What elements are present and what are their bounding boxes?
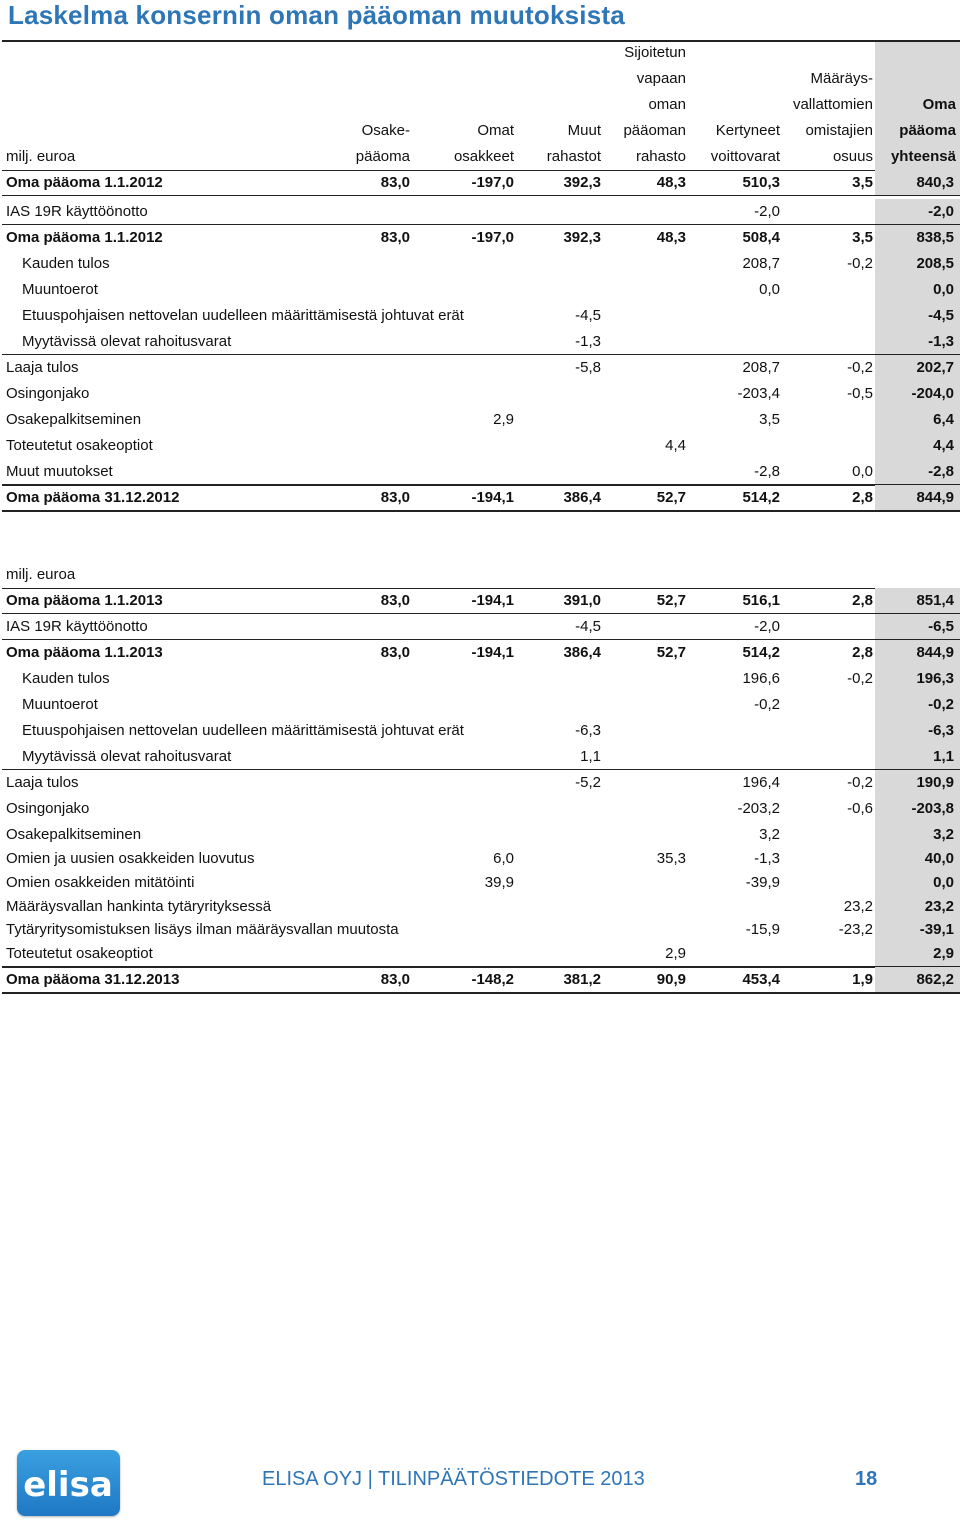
cell-col-2: 6,0 bbox=[493, 850, 514, 867]
footer-text: ELISA OYJ | TILINPÄÄTÖSTIEDOTE 2013 bbox=[262, 1468, 645, 1490]
row-label: Laaja tulos bbox=[6, 774, 79, 791]
cell-col-3: 391,0 bbox=[563, 592, 601, 609]
cell-col-4: 48,3 bbox=[656, 229, 686, 246]
unit-label-2013: milj. euroa bbox=[6, 566, 76, 583]
cell-col-5: 196,6 bbox=[742, 670, 780, 687]
cell-col-6: 3,5 bbox=[852, 229, 873, 246]
cell-col-5: 208,7 bbox=[742, 255, 780, 272]
column-header-2: Omat osakkeet bbox=[453, 122, 514, 165]
table-row bbox=[0, 614, 960, 640]
cell-col-7: 208,5 bbox=[875, 251, 960, 277]
table-row bbox=[0, 459, 960, 485]
row-label: Etuuspohjaisen nettovelan uudelleen määrittämisestä johtuvat erät bbox=[22, 722, 464, 739]
cell-col-7: 202,7 bbox=[875, 355, 960, 381]
row-label: Toteutetut osakeoptiot bbox=[6, 437, 153, 454]
cell-col-6: -0,6 bbox=[847, 800, 873, 817]
cell-col-2: 2,9 bbox=[493, 411, 514, 428]
row-label: Etuuspohjaisen nettovelan uudelleen määrittämisestä johtuvat erät bbox=[22, 307, 464, 324]
table-row bbox=[0, 407, 960, 433]
cell-col-7: 0,0 bbox=[875, 870, 960, 896]
cell-col-1: 83,0 bbox=[380, 971, 410, 988]
cell-col-6: -0,2 bbox=[847, 359, 873, 376]
cell-col-5: -39,9 bbox=[745, 874, 780, 891]
cell-col-5: 508,4 bbox=[742, 229, 780, 246]
cell-col-7: 23,2 bbox=[875, 894, 960, 920]
table-row bbox=[0, 277, 960, 303]
cell-col-3: -4,5 bbox=[575, 307, 601, 324]
table-row bbox=[0, 796, 960, 822]
row-label: Muut muutokset bbox=[6, 463, 113, 480]
cell-col-5: 514,2 bbox=[742, 644, 780, 661]
row-label: Toteutetut osakeoptiot bbox=[6, 945, 153, 962]
row-label: Kauden tulos bbox=[22, 255, 110, 272]
cell-col-7: 0,0 bbox=[875, 277, 960, 303]
cell-col-6: 23,2 bbox=[843, 898, 873, 915]
cell-col-2: -194,1 bbox=[471, 489, 514, 506]
cell-col-4: 52,7 bbox=[656, 489, 686, 506]
cell-col-1: 83,0 bbox=[380, 489, 410, 506]
table-row bbox=[0, 718, 960, 744]
svg-text:elisa: elisa bbox=[23, 1465, 113, 1505]
cell-col-1: 83,0 bbox=[380, 229, 410, 246]
cell-col-7: 838,5 bbox=[875, 225, 960, 251]
cell-col-5: 196,4 bbox=[742, 774, 780, 791]
table-row bbox=[0, 917, 960, 943]
cell-col-6: -0,2 bbox=[847, 670, 873, 687]
table-row bbox=[0, 846, 960, 872]
cell-col-4: 2,9 bbox=[665, 945, 686, 962]
row-label: Myytävissä olevat rahoitusvarat bbox=[22, 748, 232, 765]
cell-col-6: 2,8 bbox=[852, 489, 873, 506]
cell-col-4: 48,3 bbox=[656, 174, 686, 191]
cell-col-7: 3,2 bbox=[875, 822, 960, 848]
cell-col-6: -0,5 bbox=[847, 385, 873, 402]
cell-col-2: -197,0 bbox=[471, 174, 514, 191]
row-label: Oma pääoma 31.12.2012 bbox=[6, 489, 180, 506]
unit-label: milj. euroa bbox=[6, 148, 76, 165]
table-row bbox=[0, 303, 960, 329]
cell-col-4: 90,9 bbox=[656, 971, 686, 988]
cell-col-2: -197,0 bbox=[471, 229, 514, 246]
cell-col-5: 453,4 bbox=[742, 971, 780, 988]
table-row bbox=[0, 381, 960, 407]
cell-col-7: 40,0 bbox=[875, 846, 960, 872]
table-row bbox=[0, 770, 960, 796]
cell-col-3: 386,4 bbox=[563, 644, 601, 661]
cell-col-7: -204,0 bbox=[875, 381, 960, 407]
table-row bbox=[0, 225, 960, 251]
cell-col-3: 386,4 bbox=[563, 489, 601, 506]
cell-col-2: -194,1 bbox=[471, 592, 514, 609]
cell-col-4: 52,7 bbox=[656, 644, 686, 661]
row-label: Oma pääoma 31.12.2013 bbox=[6, 971, 180, 988]
table-row bbox=[0, 485, 960, 511]
row-label: Myytävissä olevat rahoitusvarat bbox=[22, 333, 232, 350]
cell-col-7: -203,8 bbox=[875, 796, 960, 822]
table-row bbox=[0, 433, 960, 459]
cell-col-6: 3,5 bbox=[852, 174, 873, 191]
cell-col-1: 83,0 bbox=[380, 174, 410, 191]
row-label: Omien osakkeiden mitätöinti bbox=[6, 874, 195, 891]
cell-col-7: -2,8 bbox=[875, 459, 960, 485]
row-label: Oma pääoma 1.1.2013 bbox=[6, 592, 163, 609]
cell-col-7: -4,5 bbox=[875, 303, 960, 329]
cell-col-6: 0,0 bbox=[852, 463, 873, 480]
table-row bbox=[0, 666, 960, 692]
table-row bbox=[0, 640, 960, 666]
row-label: Osakepalkitseminen bbox=[6, 411, 142, 428]
cell-col-5: 0,0 bbox=[759, 281, 780, 298]
cell-col-5: -203,2 bbox=[737, 800, 780, 817]
row-label: Laaja tulos bbox=[6, 359, 79, 376]
cell-col-4: 4,4 bbox=[665, 437, 686, 454]
table-row bbox=[0, 692, 960, 718]
cell-col-7: 1,1 bbox=[875, 744, 960, 770]
table-row bbox=[0, 967, 960, 993]
column-header-1: Osake- pääoma bbox=[355, 122, 410, 165]
cell-col-7: 844,9 bbox=[875, 640, 960, 666]
table-row bbox=[0, 329, 960, 355]
cell-col-7: 840,3 bbox=[875, 170, 960, 196]
row-label: Oma pääoma 1.1.2013 bbox=[6, 644, 163, 661]
table-row bbox=[0, 170, 960, 196]
cell-col-7: 190,9 bbox=[875, 770, 960, 796]
cell-col-7: 851,4 bbox=[875, 588, 960, 614]
cell-col-3: 392,3 bbox=[563, 174, 601, 191]
column-header-6: Määräys- vallattomien omistajien osuus bbox=[792, 70, 873, 165]
row-label: Määräysvallan hankinta tytäryrityksessä bbox=[6, 898, 272, 915]
table-row bbox=[0, 822, 960, 848]
cell-col-7: -39,1 bbox=[875, 917, 960, 943]
cell-col-5: 3,5 bbox=[759, 411, 780, 428]
cell-col-7: 2,9 bbox=[875, 941, 960, 967]
table-header bbox=[0, 42, 960, 170]
cell-col-5: 3,2 bbox=[759, 826, 780, 843]
cell-col-5: -15,9 bbox=[745, 921, 780, 938]
page-title: Laskelma konsernin oman pääoman muutoksista bbox=[8, 0, 625, 30]
elisa-logo bbox=[17, 1450, 120, 1516]
cell-col-5: -203,4 bbox=[737, 385, 780, 402]
cell-col-6: 2,8 bbox=[852, 592, 873, 609]
cell-col-3: 392,3 bbox=[563, 229, 601, 246]
row-label: IAS 19R käyttöönotto bbox=[6, 203, 148, 220]
cell-col-2: 39,9 bbox=[484, 874, 514, 891]
cell-col-1: 83,0 bbox=[380, 592, 410, 609]
cell-col-4: 52,7 bbox=[656, 592, 686, 609]
cell-col-2: -148,2 bbox=[471, 971, 514, 988]
row-label: Tytäryritysomistuksen lisäys ilman määräysvallan muutosta bbox=[6, 921, 399, 938]
cell-col-1: 83,0 bbox=[380, 644, 410, 661]
cell-col-3: -4,5 bbox=[575, 618, 601, 635]
cell-col-7: -0,2 bbox=[875, 692, 960, 718]
row-label: Omien ja uusien osakkeiden luovutus bbox=[6, 850, 255, 867]
cell-col-5: 510,3 bbox=[742, 174, 780, 191]
cell-col-3: 381,2 bbox=[563, 971, 601, 988]
cell-col-5: 514,2 bbox=[742, 489, 780, 506]
cell-col-7: 862,2 bbox=[875, 967, 960, 993]
cell-col-5: -2,0 bbox=[754, 203, 780, 220]
cell-col-3: -5,8 bbox=[575, 359, 601, 376]
cell-col-5: -2,8 bbox=[754, 463, 780, 480]
row-label: IAS 19R käyttöönotto bbox=[6, 618, 148, 635]
cell-col-2: -194,1 bbox=[471, 644, 514, 661]
cell-col-3: -1,3 bbox=[575, 333, 601, 350]
table-row bbox=[0, 744, 960, 770]
cell-col-7: -6,5 bbox=[875, 614, 960, 640]
row-label: Oma pääoma 1.1.2012 bbox=[6, 174, 163, 191]
table-row bbox=[0, 355, 960, 381]
row-label: Muuntoerot bbox=[22, 696, 98, 713]
row-label: Osakepalkitseminen bbox=[6, 826, 142, 843]
cell-col-7: 6,4 bbox=[875, 407, 960, 433]
cell-col-6: 2,8 bbox=[852, 644, 873, 661]
cell-col-5: 516,1 bbox=[742, 592, 780, 609]
cell-col-6: -0,2 bbox=[847, 774, 873, 791]
cell-col-3: -5,2 bbox=[575, 774, 601, 791]
cell-col-6: 1,9 bbox=[852, 971, 873, 988]
cell-col-3: -6,3 bbox=[575, 722, 601, 739]
column-header-7: Oma pääoma yhteensä bbox=[875, 42, 960, 170]
table-row bbox=[0, 251, 960, 277]
cell-col-7: -1,3 bbox=[875, 329, 960, 355]
cell-col-6: -0,2 bbox=[847, 255, 873, 272]
column-header-5: Kertyneet voittovarat bbox=[710, 122, 780, 165]
cell-col-7: -6,3 bbox=[875, 718, 960, 744]
cell-col-5: -0,2 bbox=[754, 696, 780, 713]
table-row bbox=[0, 941, 960, 967]
cell-col-7: 196,3 bbox=[875, 666, 960, 692]
cell-col-5: -1,3 bbox=[754, 850, 780, 867]
cell-col-4: 35,3 bbox=[656, 850, 686, 867]
row-label: Oma pääoma 1.1.2012 bbox=[6, 229, 163, 246]
cell-col-7: 4,4 bbox=[875, 433, 960, 459]
cell-col-3: 1,1 bbox=[580, 748, 601, 765]
column-header-4: Sijoitetun vapaan oman pääoman rahasto bbox=[623, 44, 686, 165]
row-label: Osingonjako bbox=[6, 800, 90, 817]
row-label: Muuntoerot bbox=[22, 281, 98, 298]
column-header-3: Muut rahastot bbox=[546, 122, 601, 165]
cell-col-5: -2,0 bbox=[754, 618, 780, 635]
cell-col-6: -23,2 bbox=[838, 921, 873, 938]
table-row bbox=[0, 199, 960, 225]
table-row bbox=[0, 588, 960, 614]
page-number: 18 bbox=[855, 1468, 878, 1490]
table-row bbox=[0, 870, 960, 896]
row-label: Osingonjako bbox=[6, 385, 90, 402]
row-label: Kauden tulos bbox=[22, 670, 110, 687]
cell-col-5: 208,7 bbox=[742, 359, 780, 376]
cell-col-7: 844,9 bbox=[875, 485, 960, 511]
cell-col-7: -2,0 bbox=[875, 199, 960, 225]
